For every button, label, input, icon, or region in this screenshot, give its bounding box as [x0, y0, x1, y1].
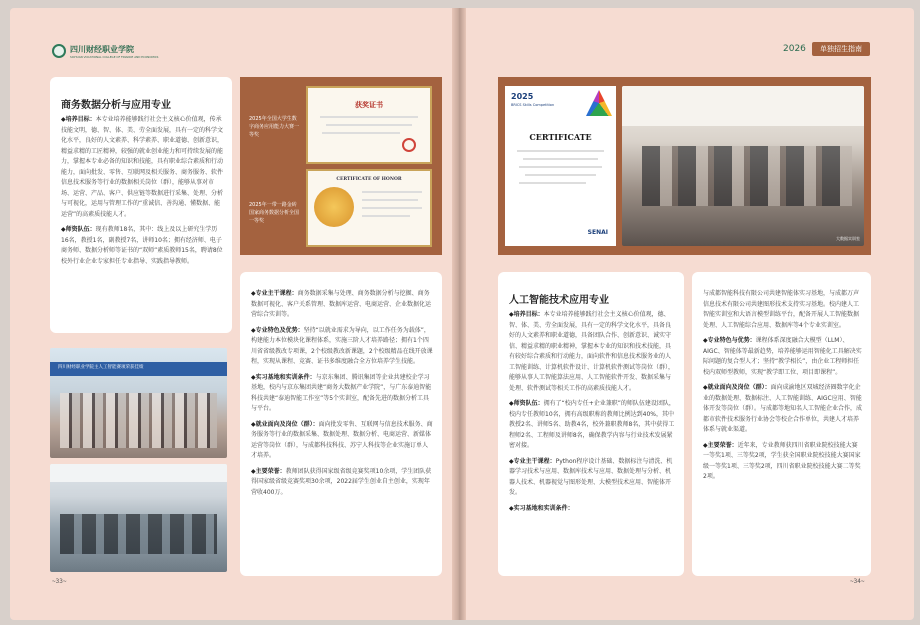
major2-feature-text: 课程体系深度融合大模型（LLM）、AIGC、智能体等最新趋势，培养能够运用智能化工具解决实际问题的复合型人才；坚持“教学相长”，由企业工程师担任校内双师型教师，实现“教学即工位、项目即课程”。	[703, 337, 862, 376]
major1-body	[61, 115, 223, 268]
guide-title: 单独招生指南	[820, 45, 862, 53]
school-logo-icon	[52, 44, 66, 58]
major1-base-label: ◆实习基地和实训条件：	[251, 373, 316, 381]
major1-honor-text: 教师团队获得国家级省级竞赛奖项10余项，学生团队获得国家级省级竞赛奖项30余项，2022届学生创业自主创业，实现年营收400万。	[251, 467, 432, 496]
major1-title: 商务数据分析与应用专业	[61, 100, 171, 111]
major2-card	[498, 272, 684, 576]
students-group	[60, 393, 217, 448]
major2-core-text: Python程序设计基础、数据标注与清洗、机器学习技术与应用、数据库技术与应用、数据处理与分析、机器人技术、机器视觉与图形处理、大模型技术应用、智能体开发。	[509, 457, 673, 496]
page-number-left: ~33~	[52, 578, 67, 585]
major1-base-text: 与京东集团、腾讯集团等企业共建校企学习基地，校内与京东集团共建“商务大数据产业学院”，与广东泰迪智能科技共建“泰迪智能工作室”等5个实训室，配备先进的数据分析工具与平台。	[251, 373, 432, 412]
major1-feature-text: 坚持“以就业需求为导向，以工作任务为载体”，构建能力本位模块化课程体系，实施三阶人才培养路径；拥有1个四川省省级教改专项课，2个校级教改新课题，2个校级精品在线开放课程，实现从课程、竞赛、证书多维度融合全方位培养学生技能。	[251, 326, 433, 365]
major2-base-label: ◆实习基地和实训条件：	[509, 504, 574, 512]
major2-job-label: ◆就业面向及岗位（群）：	[703, 384, 771, 391]
major1-details-card	[240, 272, 442, 576]
school-name-en: SICHUAN VOCATIONAL COLLEGE OF FINANCE AND ECONOMICS	[70, 55, 159, 59]
major1-core-label: ◆专业主干课程：	[251, 290, 298, 297]
major1-core-text: 商务数据采集与处理、商务数据分析与挖掘、商务数据可视化、客户关系管理、数据库运营、电商运营、企业数据化运营综合实训等。	[251, 290, 432, 318]
major2-goal-label: ◆培养目标：	[509, 311, 544, 318]
major2-details-body	[703, 289, 862, 484]
major2-feature-label: ◆专业特色与优势：	[703, 337, 756, 344]
brics-event: BRICS Skills Competition	[511, 103, 555, 107]
major2-goal-text: 本专业培养能够践行社会主义核心价值观，德、智、体、美、劳全面发展，具有一定的科学文化水平，具备良好的人文素养和职业道德，具备团队合作、创新意识、诚实守信、精益求精的职业精神，掌握本专业的知识和技术技能，具有较好综合素质和行动能力，面向软件和信息技术服务业的人工智能训练、计算机软件设计、计算机软件测试等岗位（群），能够从事人工智能算法应用、人工智能软件开发、数据采集与处理、软件测试等相关工作的高素质技能人才。	[509, 311, 675, 392]
medal-icon	[314, 187, 354, 227]
major2-details-card	[692, 272, 871, 576]
brics-logo-icon	[586, 90, 612, 116]
award1-caption: 2025年全国大学生数字商务应用能力大赛一等奖	[249, 116, 300, 138]
major1-details-body	[251, 289, 433, 499]
major2-honor-label: ◆主要荣誉：	[703, 441, 738, 449]
guide-badge	[812, 42, 870, 56]
cert1-title: 获奖证书	[355, 100, 383, 109]
book-gutter	[452, 8, 466, 620]
team-photo-banner: 四川财经职业学院主人工智能赛项荣获佳绩	[58, 365, 144, 370]
seal-icon	[402, 138, 416, 152]
lab-photo	[50, 464, 227, 572]
major1-feature-label: ◆专业特色及优势：	[251, 326, 304, 334]
brics-cert-title: CERTIFICATE	[529, 132, 592, 142]
computer-row	[60, 514, 217, 554]
award2-caption: 2025年一带一路金砖国家商务数据分析全国一等奖	[249, 202, 300, 224]
major2-job-text: 面向成渝地区双城经济圈数字化企业的数据处理、数据标注、人工智能训练、AIGC应用、智能体开发等岗位（群）。与成都等地知名人工智能企业合作，成都市软件技术服务行业协会等校企合作单位，共建人才培养体系与就业渠道。	[703, 384, 863, 433]
major1-honor-label: ◆主要荣誉：	[251, 467, 286, 475]
major1-job-text: 面向批发零售、互联网与信息技术服务、商务服务等行业的数据采集、数据处理、数据分析、电商运营、新媒体运营等岗位（群），与成都科技科技、苏宁人科技等企业实施订单人才培养。	[251, 420, 433, 459]
brics-year-logo: 2025	[511, 92, 534, 101]
page-number-right: ~34~	[850, 578, 865, 585]
major1-card	[50, 77, 232, 333]
header-year: 2026	[783, 44, 806, 54]
major1-job-label: ◆就业面向及岗位（群）：	[251, 420, 319, 428]
photo-label: 大数据实训室	[836, 236, 860, 241]
brics-certificate	[505, 86, 616, 246]
team-photo	[50, 348, 227, 458]
major2-honor-text: 近年来，专业教师获四川省职业院校技能大赛一等奖1项、三等奖2项，学生获全国职业院校技能大赛国家级一等奖1项、三等奖2项，四川省职业院校技能大赛二等奖2项。	[703, 441, 861, 480]
major2-body	[509, 310, 675, 515]
cert2-title: CERTIFICATE OF HONOR	[336, 177, 402, 182]
sponsor-logo: SENAI	[587, 229, 608, 236]
major2-core-label: ◆专业主干课程：	[509, 457, 556, 465]
major1-goal-label: ◆培养目标：	[61, 116, 96, 123]
major1-team-text: 现有教师18名，其中：线上及以上研究生学历16名，教授1名，副教授7名，讲师10名；拥有经济师、电子商务师、数据分析师等证书的“双师”素质教师15名，聘请8位校外行业企业专家担任专业指导、实践指导教师。	[61, 226, 223, 265]
school-name: 四川财经职业学院	[70, 44, 134, 54]
awards-panel	[240, 77, 442, 255]
training-room-photo	[622, 86, 864, 246]
major2-team-label: ◆师资队伍：	[509, 400, 544, 407]
major2-base-text: 与成都智能科技有限公司共建智能体实习基地，与成都万声信息技术有限公司共建图形技术支持实习基地。校内建人工智能实训室和大语言模型训练平台，配备开展人工智能数据处理、人工智能综合应用、数据库等4个专业实训室。	[703, 290, 860, 329]
major1-team-label: ◆师资队伍：	[61, 226, 96, 233]
award-certificate-1	[306, 86, 432, 164]
competition-panel	[498, 77, 871, 255]
major2-title: 人工智能技术应用专业	[509, 295, 609, 306]
major1-goal-text: 本专业培养能够践行社会主义核心价值观，传承技能文明，德、智、体、美、劳全面发展，具有一定的科学文化水平，良好的人文素养、科学素养、职业道德、创新意识，精益求精的工匠精神，较强的就业创业能力和可持续发展的能力，掌握本专业必备的知识和技能，具有职业综合素质和行动能力，面向批发、零售、互联网及相关服务、商务服务、软件信息技术服务等行业的数据相关岗位（群），能够从事对市场、运营、产品、客户、供应链等数据进行采集、处理、分析与可视化，运用与管理工作的“重诚信、善沟通、懂数据、能运营”的高素质技能人才。	[61, 116, 224, 218]
classroom-desks	[642, 146, 852, 206]
major2-team-text: 拥有了“校内专任+企业兼职”的师队伍建设团队，校内专任教师10名，拥有高级职称的教师比例达到40%，其中教授2名、讲师5名、助教4名，校外兼职教师8名，其中获得工程师2名、工程师及讲师8名，确保教学内容与行业技术发展紧密对接。	[509, 400, 675, 449]
award-certificate-2	[306, 169, 432, 247]
